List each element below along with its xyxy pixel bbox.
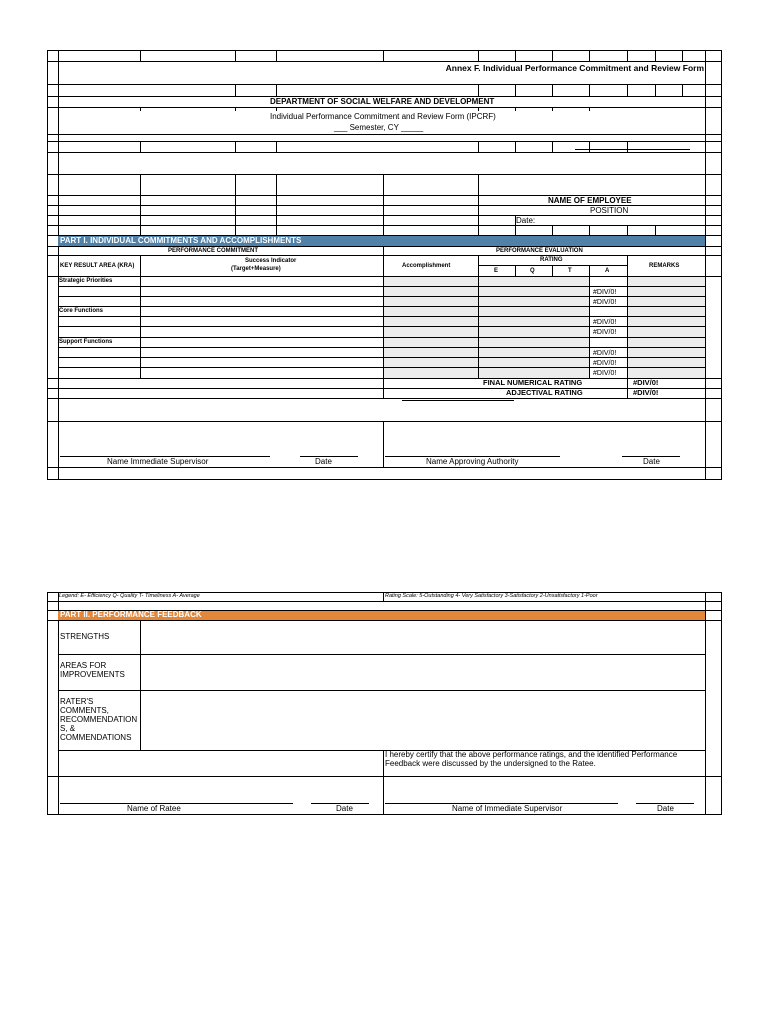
date-label: Date: (516, 216, 536, 225)
adjectival-rating-value: #DIV/0! (633, 388, 659, 397)
part1-band: PART I. INDIVIDUAL COMMITMENTS AND ACCOMPLISHMENTS (58, 236, 705, 246)
kra-header: KEY RESULT AREA (KRA) (60, 263, 135, 269)
name-of-immediate-supervisor-label: Name of Immediate Supervisor (452, 804, 563, 813)
name-of-ratee-label: Name of Ratee (127, 804, 181, 813)
div-error-cell: #DIV/0! (593, 329, 617, 336)
section-core-functions: Core Functions (59, 308, 104, 314)
rating-col-e: E (494, 268, 499, 274)
performance-commitment-header: PERFORMANCE COMMITMENT (168, 248, 258, 254)
success-indicator-header: Success Indicator (245, 258, 297, 264)
department-title: DEPARTMENT OF SOCIAL WELFARE AND DEVELOPMENT (270, 97, 495, 106)
name-approving-authority-label: Name Approving Authority (426, 457, 519, 466)
improvements-label: IMPROVEMENTS (60, 670, 125, 679)
raters-line-1: RATER'S (60, 697, 94, 706)
strengths-label: STRENGTHS (60, 632, 110, 641)
commitment-statement-clipped (60, 146, 690, 150)
div-error-cell: #DIV/0! (593, 350, 617, 357)
position-label: POSITION (590, 206, 629, 215)
adjectival-rating-label: ADJECTIVAL RATING (506, 388, 583, 397)
success-indicator-subheader: (Target+Measure) (231, 266, 281, 272)
raters-line-4: S, & (60, 724, 76, 733)
date-label-approving: Date (643, 457, 660, 466)
performance-evaluation-header: PERFORMANCE EVALUATION (496, 248, 583, 254)
section-strategic-priorities: Strategic Priorities (59, 278, 113, 284)
rating-col-q: Q (530, 268, 535, 274)
rating-col-a: A (605, 268, 610, 274)
final-numerical-rating-label: FINAL NUMERICAL RATING (483, 378, 583, 387)
date-label-ratee: Date (336, 804, 353, 813)
rating-col-t: T (568, 268, 572, 274)
frame-right (721, 50, 722, 479)
div-error-cell: #DIV/0! (593, 370, 617, 377)
frame-left (47, 50, 48, 479)
areas-for-label: AREAS FOR (60, 661, 107, 670)
certify-line-2: Feedback were discussed by the undersigned to the Ratee. (385, 759, 596, 768)
section-support-functions: Support Functions (59, 339, 113, 345)
div-error-cell: #DIV/0! (593, 360, 617, 367)
rating-scale: Rating Scale: 5-Outstanding 4- Very Satisfactory 3-Satisfactory 2-Unsatisfactory 1-Poor (385, 593, 598, 599)
div-error-cell: #DIV/0! (593, 319, 617, 326)
frame-inner-right (705, 50, 706, 479)
raters-line-3: RECOMMENDATION (60, 715, 138, 724)
final-numerical-rating-value: #DIV/0! (633, 378, 659, 387)
rating-header: RATING (540, 257, 563, 263)
legend: Legend: E- Efficiency Q- Quality T- Timeliness A- Average (59, 593, 200, 599)
annex-title: Annex F. Individual Performance Commitment and Review Form (445, 63, 704, 73)
raters-line-5: COMMENDATIONS (60, 733, 132, 742)
accomplishment-header: Accomplishment (402, 263, 451, 269)
semester-line: ___ Semester, CY _____ (334, 123, 424, 132)
div-error-cell: #DIV/0! (593, 299, 617, 306)
form-name: Individual Performance Commitment and Review Form (IPCRF) (270, 112, 496, 121)
date-label-supervisor: Date (315, 457, 332, 466)
name-of-employee-label: NAME OF EMPLOYEE (548, 196, 632, 205)
raters-line-2: COMMENTS, (60, 706, 109, 715)
date-label-supervisor-2: Date (657, 804, 674, 813)
frame-inner-left (58, 50, 59, 479)
div-error-cell: #DIV/0! (593, 289, 617, 296)
part2-band: PART II. PERFORMANCE FEEDBACK (58, 610, 705, 620)
remarks-header: REMARKS (649, 263, 680, 269)
name-immediate-supervisor-label: Name Immediate Supervisor (107, 457, 209, 466)
certify-line-1: I hereby certify that the above performance ratings, and the identified Performance (385, 750, 678, 759)
